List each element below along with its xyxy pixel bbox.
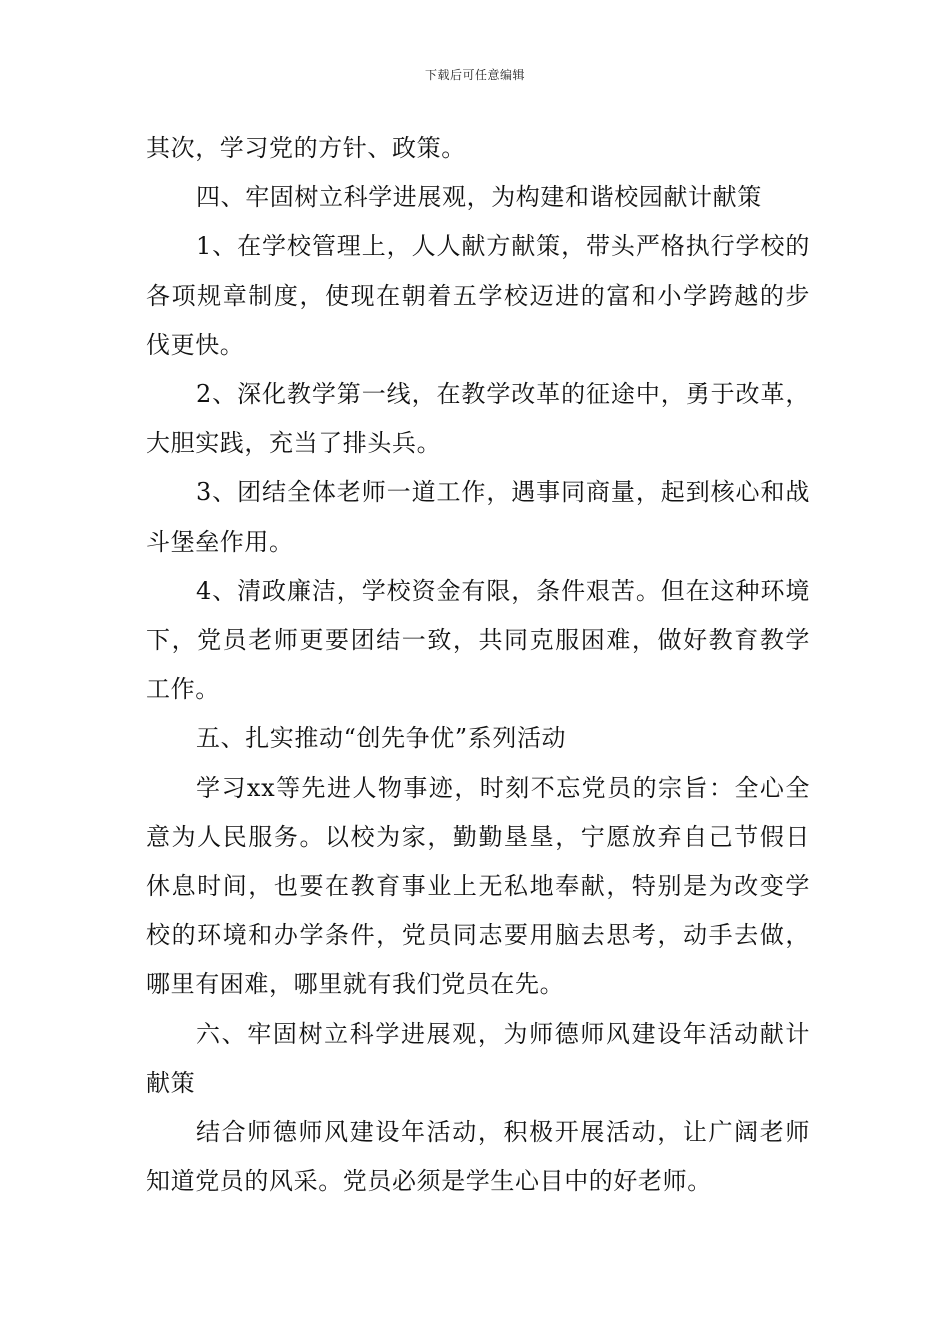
page-header-note: 下载后可任意编辑 [424, 68, 525, 82]
paragraph-item-1: 1、在学校管理上，人人献方献策，带头严格执行学校的各项规章制度，使现在朝着五学校迈进的富和小学跨越的步伐更快。 [146, 232, 810, 359]
paragraph-continuation: 其次，学习党的方针、政策。 [146, 134, 466, 162]
section-heading-6: 六、牢固树立科学进展观，为师德师风建设年活动献计献策 [146, 1019, 810, 1097]
paragraph-study: 学习xx等先进人物事迹，时刻不忘党员的宗旨：全心全意为人民服务。以校为家，勤勤垦垦，宁愿放弃自己节假日休息时间，也要在教育事业上无私地奉献，特别是为改变学校的环境和办学条件，党员同志要用脑去思考，动手去做，哪里有困难，哪里就有我们党员在先。 [146, 773, 810, 999]
paragraph-item-3: 3、团结全体老师一道工作，遇事同商量，起到核心和战斗堡垒作用。 [146, 478, 810, 556]
section-heading-5: 五、扎实推动“创先争优”系列活动 [196, 724, 567, 753]
paragraph-item-4: 4、清政廉洁，学校资金有限，条件艰苦。但在这种环境下，党员老师更要团结一致，共同克服困难，做好教育教学工作。 [146, 576, 810, 704]
paragraph-item-2: 2、深化教学第一线，在教学改革的征途中，勇于改革，大胆实践，充当了排头兵。 [146, 380, 810, 458]
section-heading-4: 四、牢固树立科学进展观，为构建和谐校园献计献策 [196, 183, 762, 212]
paragraph-ethics: 结合师德师风建设年活动，积极开展活动，让广阔老师知道党员的风采。党员必须是学生心目中的好老师。 [146, 1118, 810, 1196]
document-body [146, 124, 810, 1206]
